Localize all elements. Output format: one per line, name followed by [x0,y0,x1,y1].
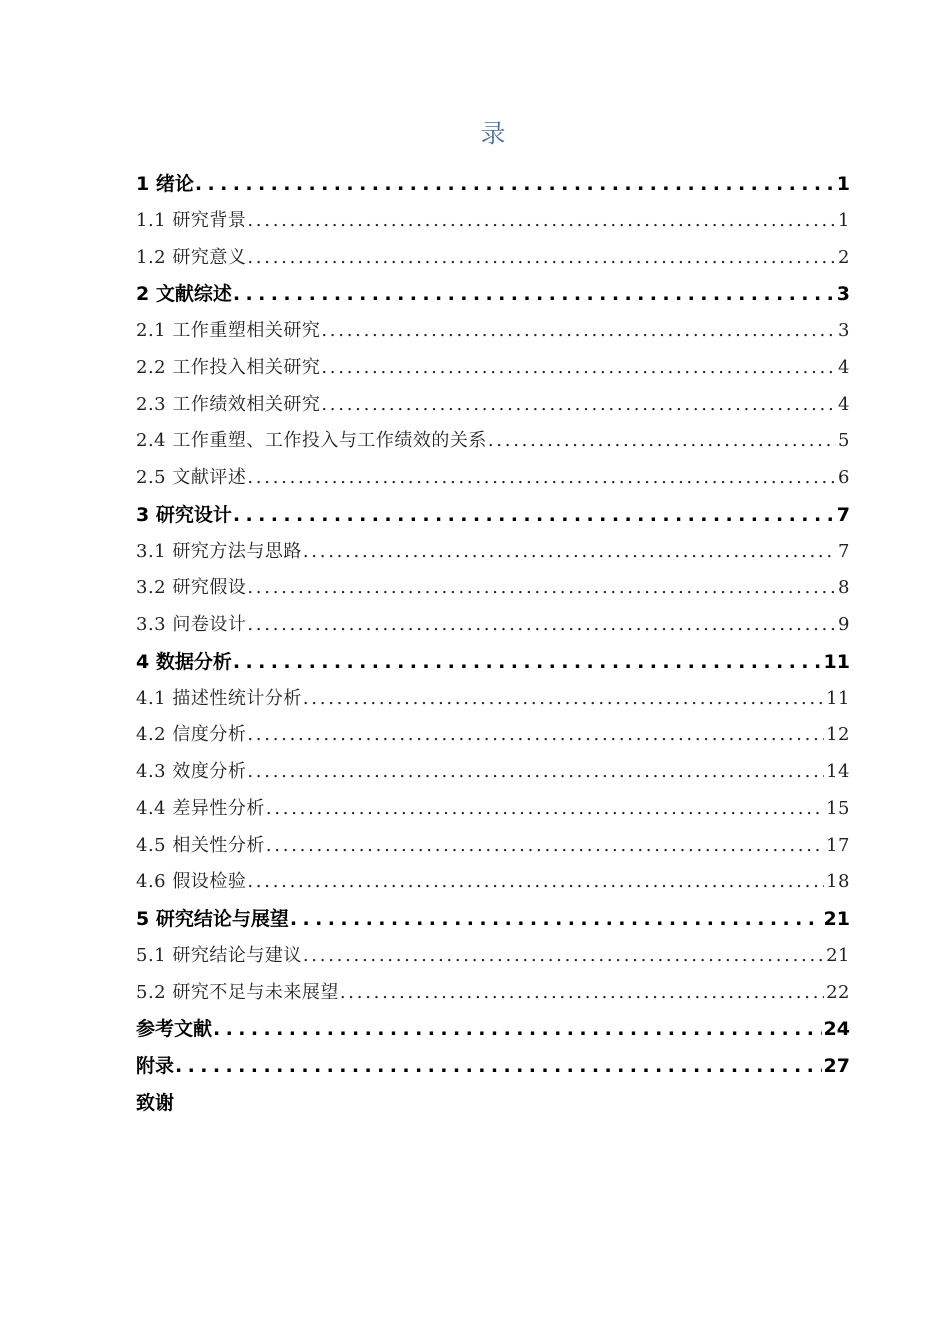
toc-entry-page-number: 7 [836,503,850,526]
toc-entry[interactable] [136,975,850,1012]
toc-entry[interactable] [136,864,850,901]
toc-dot-leader [247,864,824,901]
toc-dot-leader [247,203,836,240]
toc-entry[interactable] [136,166,850,203]
toc-entry-label: 4.3 效度分析 [136,761,247,782]
toc-dot-leader [340,975,824,1012]
toc-entry-label: 4.4 差异性分析 [136,797,265,819]
toc-entry-label: 2.1 工作重塑相关研究 [136,320,321,341]
toc-entry-label: 1 绪论 [136,173,194,195]
toc-entry-page-number: 17 [826,834,850,856]
toc-entry-page-number: 22 [826,981,850,1003]
toc-dot-leader [488,423,836,460]
toc-entry-label: 附录 [136,1055,175,1077]
toc-dot-leader [321,350,836,387]
toc-entry[interactable] [136,1011,850,1048]
toc-dot-leader [266,791,824,828]
toc-entry[interactable] [136,901,850,938]
toc-entry-label: 3.2 研究假设 [136,577,247,599]
toc-entry-page-number: 2 [838,246,850,268]
toc-dot-leader [290,901,822,938]
toc-dot-leader [213,1011,822,1048]
toc-entry-label: 3.1 研究方法与思路 [136,540,302,562]
toc-entry[interactable] [136,460,850,497]
toc-entry-page-number: 18 [826,871,850,893]
toc-entry[interactable] [136,644,850,681]
toc-dot-leader [175,1048,822,1085]
toc-entry[interactable] [136,754,850,791]
toc-entry-page-number: 15 [826,797,850,819]
toc-entry-page-number: 4 [838,356,850,378]
toc-entry-label: 4.1 描述性统计分析 [136,687,302,709]
toc-dot-leader [247,607,836,644]
toc-dot-leader [247,570,836,607]
toc-entry-label: 1.1 研究背景 [136,209,247,231]
toc-entry-page-number: 21 [826,944,850,966]
toc-entry[interactable] [136,203,850,240]
table-of-contents [136,166,850,1122]
toc-dot-leader [233,497,835,534]
toc-entry[interactable] [136,607,850,644]
toc-entry-page-number: 24 [823,1018,850,1041]
toc-dot-leader [233,644,822,681]
toc-entry-page-number: 11 [823,650,850,673]
toc-entry[interactable] [136,276,850,313]
toc-entry-label: 2.2 工作投入相关研究 [136,356,321,378]
toc-entry[interactable] [136,313,850,350]
toc-entry-page-number: 3 [838,320,850,341]
toc-entry-page-number: 8 [838,577,850,599]
toc-entry[interactable] [136,387,850,424]
toc-entry[interactable] [136,717,850,754]
toc-entry-label: 4 数据分析 [136,650,232,673]
toc-entry-page-number: 11 [826,687,850,709]
toc-dot-leader [247,460,836,497]
toc-entry[interactable] [136,534,850,571]
toc-dot-leader [303,534,836,571]
toc-entry-label: 1.2 研究意义 [136,246,247,268]
toc-entry-page-number: 27 [823,1055,850,1077]
toc-entry-label: 致谢 [136,1091,175,1114]
toc-entry-page-number: 7 [838,540,850,562]
toc-dot-leader [233,276,835,313]
toc-entry-page-number: 5 [838,430,850,452]
toc-entry-label: 2.4 工作重塑、工作投入与工作绩效的关系 [136,430,487,452]
toc-entry[interactable] [136,681,850,718]
toc-dot-leader [247,754,824,791]
toc-entry[interactable] [136,570,850,607]
toc-entry-page-number: 1 [838,209,850,231]
toc-entry-label: 5.2 研究不足与未来展望 [136,981,339,1003]
toc-entry-label: 2.3 工作绩效相关研究 [136,393,321,415]
toc-entry-label: 5.1 研究结论与建议 [136,944,302,966]
toc-entry-label: 参考文献 [136,1018,213,1041]
toc-entry[interactable] [136,938,850,975]
toc-entry[interactable] [136,828,850,865]
toc-dot-leader [247,717,824,754]
toc-entry[interactable] [136,497,850,534]
toc-dot-leader [321,387,836,424]
toc-dot-leader [195,166,835,203]
toc-entry-page-number: 9 [838,614,850,635]
toc-entry-page-number: 6 [838,467,850,488]
toc-dot-leader [321,313,836,350]
toc-dot-leader [247,240,836,277]
toc-entry[interactable] [136,240,850,277]
toc-entry-page-number: 3 [836,283,850,306]
toc-entry[interactable] [136,423,850,460]
toc-dot-leader [303,938,824,975]
toc-entry-label: 4.2 信度分析 [136,724,247,746]
toc-entry-label: 3 研究设计 [136,503,232,526]
toc-entry[interactable] [136,350,850,387]
toc-title: 录 [480,119,506,148]
toc-entry[interactable] [136,791,850,828]
toc-entry-label: 5 研究结论与展望 [136,908,289,930]
toc-entry[interactable] [136,1085,850,1122]
toc-entry-page-number: 4 [838,393,850,415]
toc-entry-label: 2.5 文献评述 [136,467,247,488]
toc-entry-page-number: 12 [826,724,850,746]
toc-entry-label: 3.3 问卷设计 [136,614,247,635]
toc-dot-leader [303,681,824,718]
toc-entry-page-number: 14 [826,761,850,782]
toc-entry-label: 2 文献综述 [136,283,232,306]
toc-entry-label: 4.6 假设检验 [136,871,247,893]
toc-entry-page-number: 1 [836,173,850,195]
toc-dot-leader [266,828,824,865]
toc-entry-label: 4.5 相关性分析 [136,834,265,856]
toc-entry-page-number: 21 [823,908,850,930]
toc-entry[interactable] [136,1048,850,1085]
